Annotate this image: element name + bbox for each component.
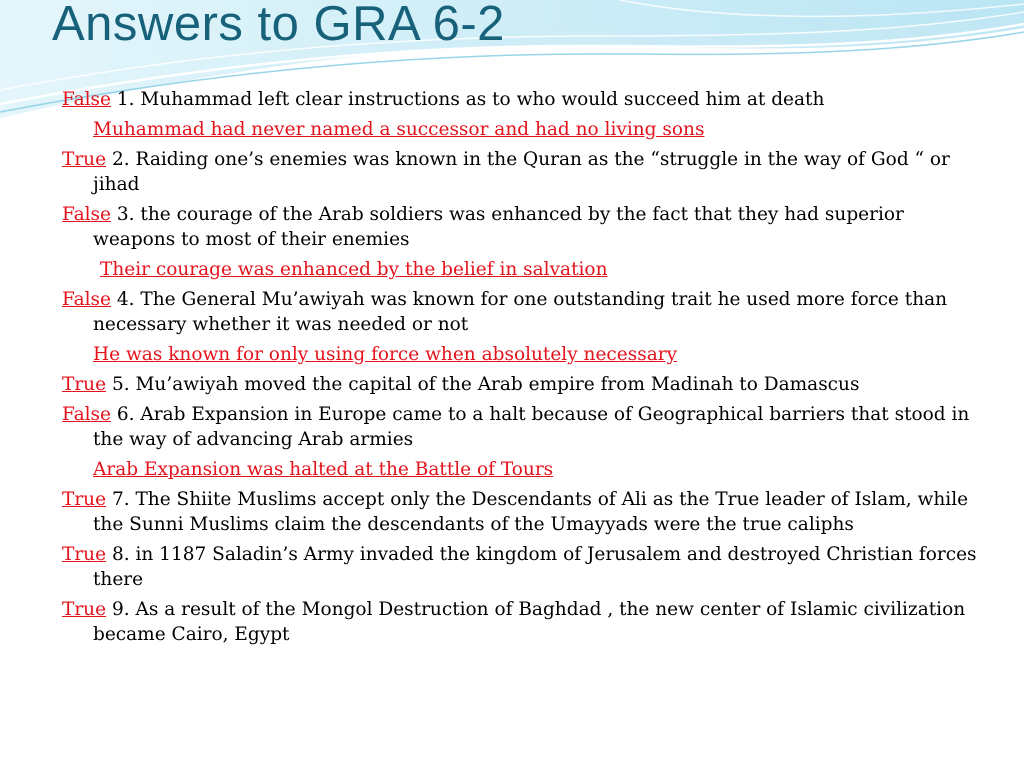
answer-item-6 [62, 402, 982, 452]
answer-item-1 [62, 87, 982, 112]
statement-text: 2. Raiding one’s enemies was known in the Quran as the “struggle in the way of God “ or jihad [93, 149, 950, 195]
slide-title: Answers to GRA 6-2 [52, 0, 505, 51]
correction-note-4: He was known for only using force when absolutely necessary [93, 344, 678, 365]
verdict-label: True [62, 374, 107, 395]
verdict-label: False [62, 204, 111, 225]
statement-text: 4. The General Mu’awiyah was known for one outstanding trait he used more force than necessary whether it was needed or not [93, 289, 948, 335]
answer-item-8 [62, 542, 982, 592]
verdict-label: False [62, 289, 111, 310]
correction-note-3: Their courage was enhanced by the belief in salvation [100, 259, 608, 280]
answer-item-2 [62, 147, 982, 197]
answer-item-4 [62, 287, 982, 337]
verdict-label: True [62, 544, 107, 565]
verdict-label: True [62, 149, 107, 170]
verdict-label: False [62, 89, 111, 110]
statement-text: 7. The Shiite Muslims accept only the Descendants of Ali as the True leader of Islam, while the Sunni Muslims claim the descendants of the Umayyads were the true caliphs [93, 489, 969, 535]
correction-note-1: Muhammad had never named a successor and had no living sons [93, 119, 705, 140]
statement-text: 6. Arab Expansion in Europe came to a halt because of Geographical barriers that stood in the way of advancing Arab armies [93, 404, 970, 450]
answer-item-5 [62, 372, 982, 397]
statement-text: 3. the courage of the Arab soldiers was enhanced by the fact that they had superior weapons to most of their enemies [93, 204, 904, 250]
verdict-label: True [62, 599, 107, 620]
statement-text: 5. Mu’awiyah moved the capital of the Arab empire from Madinah to Damascus [111, 374, 860, 395]
correction-note-6: Arab Expansion was halted at the Battle of Tours [93, 459, 554, 480]
answer-list [62, 87, 982, 652]
verdict-label: True [62, 489, 107, 510]
statement-text: 8. in 1187 Saladin’s Army invaded the kingdom of Jerusalem and destroyed Christian forces there [93, 544, 977, 590]
answer-item-3 [62, 202, 982, 252]
statement-text: 9. As a result of the Mongol Destruction of Baghdad , the new center of Islamic civilization became Cairo, Egypt [93, 599, 966, 645]
answer-item-9 [62, 597, 982, 647]
verdict-label: False [62, 404, 111, 425]
answer-item-7 [62, 487, 982, 537]
statement-text: 1. Muhammad left clear instructions as to who would succeed him at death [116, 89, 825, 110]
